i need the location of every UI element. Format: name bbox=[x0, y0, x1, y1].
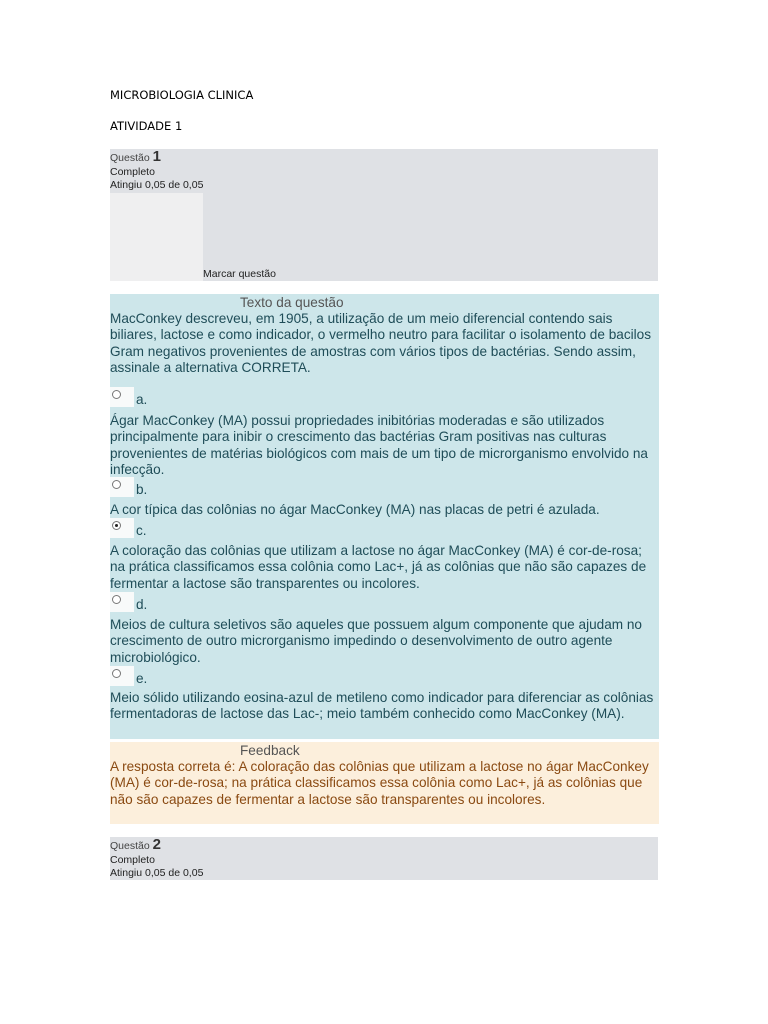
radio-slot bbox=[110, 387, 134, 407]
question-state: Completo bbox=[110, 854, 155, 866]
feedback-text: A resposta correta é: A coloração das colônias que utilizam a lactose no ágar MacConkey (MA) é cor-de-rosa; na prática classificamos essa colônia como Lac+, já as colônias que não são capazes de fermentar a lactose são transparentes ou incolores. bbox=[110, 759, 649, 807]
radio-button-a[interactable] bbox=[112, 390, 121, 399]
feedback-box bbox=[110, 742, 659, 824]
option-c[interactable] bbox=[110, 518, 170, 536]
question-text-heading: Texto da questão bbox=[240, 295, 344, 310]
flag-question-link[interactable]: Marcar questão bbox=[203, 268, 276, 280]
question-1-info bbox=[110, 149, 658, 281]
radio-slot bbox=[110, 518, 134, 538]
flag-icon-area bbox=[110, 193, 203, 281]
option-a[interactable] bbox=[110, 387, 170, 405]
option-e-text: Meio sólido utilizando eosina-azul de metileno como indicador para diferenciar as colônias fermentadoras de lactose das Lac-; meio também conhecido como MacConkey (MA). bbox=[110, 690, 654, 722]
question-label: Questão bbox=[110, 152, 150, 164]
option-b[interactable] bbox=[110, 477, 170, 495]
question-state: Completo bbox=[110, 166, 155, 178]
question-2-info bbox=[110, 837, 658, 880]
option-b-text: A cor típica das colônias no ágar MacConkey (MA) nas placas de petri é azulada. bbox=[110, 502, 600, 517]
option-letter: d. bbox=[136, 597, 148, 612]
option-a-text: Ágar MacConkey (MA) possui propriedades inibitórias moderadas e são utilizados principalmente para inibir o crescimento das bactérias Gram positivas nas culturas provenientes de matérias biológicos com mais de um tipo de microrganismo envolvido na infecção. bbox=[110, 413, 648, 477]
option-d[interactable] bbox=[110, 592, 170, 610]
radio-button-b[interactable] bbox=[112, 480, 121, 489]
question-text-box bbox=[110, 294, 659, 739]
question-number-line bbox=[110, 837, 161, 854]
option-letter: a. bbox=[136, 392, 148, 407]
question-number: 1 bbox=[152, 148, 161, 165]
radio-slot bbox=[110, 666, 134, 686]
question-grade: Atingiu 0,05 de 0,05 bbox=[110, 179, 204, 191]
activity-title: ATIVIDADE 1 bbox=[110, 119, 183, 133]
option-letter: b. bbox=[136, 482, 148, 497]
option-letter: c. bbox=[136, 523, 147, 538]
option-e[interactable] bbox=[110, 666, 170, 684]
radio-button-e[interactable] bbox=[112, 669, 121, 678]
question-label: Questão bbox=[110, 840, 150, 852]
question-grade: Atingiu 0,05 de 0,05 bbox=[110, 867, 204, 879]
question-prompt: MacConkey descreveu, em 1905, a utilização de um meio diferencial contendo sais biliares, lactose e como indicador, o vermelho neutro para facilitar o isolamento de bacilos Gram negativos provenientes de amostras com vários tipos de bactérias. Sendo assim, assinale a alternativa CORRETA. bbox=[110, 311, 652, 375]
feedback-heading: Feedback bbox=[240, 743, 300, 758]
document-title: MICROBIOLOGIA CLINICA bbox=[110, 88, 254, 102]
radio-button-d[interactable] bbox=[112, 595, 121, 604]
radio-slot bbox=[110, 592, 134, 612]
option-letter: e. bbox=[136, 671, 148, 686]
radio-slot bbox=[110, 477, 134, 497]
question-number: 2 bbox=[152, 836, 161, 853]
option-d-text: Meios de cultura seletivos são aqueles que possuem algum componente que ajudam no crescimento de outro microrganismo impedindo o desenvolvimento de outro agente microbiológico. bbox=[110, 617, 642, 665]
question-number-line bbox=[110, 149, 161, 166]
radio-button-c-selected[interactable] bbox=[112, 521, 121, 530]
option-c-text: A coloração das colônias que utilizam a lactose no ágar MacConkey (MA) é cor-de-rosa; na prática classificamos essa colônia como Lac+, já as colônias que não são capazes de fermentar a lactose são transparentes ou incolores. bbox=[110, 543, 647, 591]
